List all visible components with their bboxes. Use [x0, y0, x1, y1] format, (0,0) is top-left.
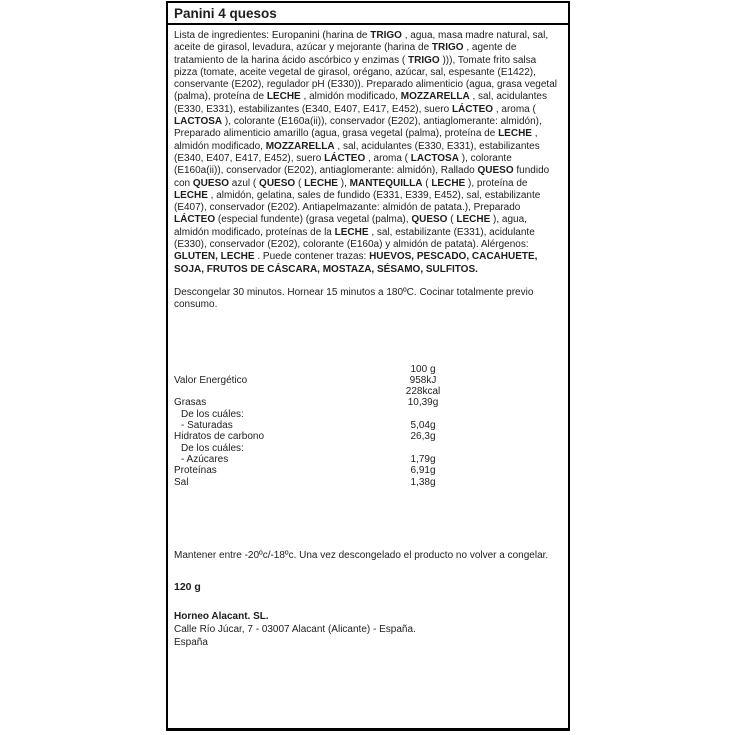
nutrition-row	[174, 431, 559, 442]
manufacturer-country: España	[174, 637, 208, 649]
nutrient-value: 1,38g	[410, 476, 436, 488]
nutrition-header-row	[174, 364, 559, 375]
nutrition-row	[174, 409, 559, 420]
cooking-instructions: Descongelar 30 minutos. Hornear 15 minutos a 180ºC. Cocinar totalmente previo consumo.	[174, 286, 534, 311]
nutrient-label: - Azúcares	[181, 453, 229, 465]
nutrient-label: Valor Energético	[174, 374, 248, 386]
nutrition-row	[174, 386, 559, 397]
nutrient-label: Grasas	[174, 397, 207, 409]
nutrient-label: Hidratos de carbono	[174, 431, 265, 443]
net-weight: 120 g	[174, 581, 201, 594]
storage-instructions: Mantener entre -20ºc/-18ºc. Una vez descongelado el producto no volver a congelar.	[174, 549, 549, 561]
manufacturer-address: Calle Río Júcar, 7 - 03007 Alacant (Alicante) - España.	[174, 624, 416, 636]
nutrition-row	[174, 443, 559, 454]
label-content	[168, 25, 568, 649]
nutrition-row	[174, 375, 559, 386]
nutrition-row	[174, 477, 559, 488]
nutrient-value: 958kJ	[409, 374, 437, 386]
nutrition-row	[174, 454, 559, 465]
manufacturer-name: Horneo Alacant. SL.	[174, 611, 269, 623]
nutrient-value: 5,04g	[410, 420, 436, 432]
nutrient-label: De los cuáles:	[181, 442, 244, 454]
nutrient-label: Proteínas	[174, 465, 217, 477]
nutrient-label: - Saturadas	[181, 420, 233, 432]
nutrient-value: 6,91g	[410, 465, 436, 477]
nutrition-row	[174, 397, 559, 408]
nutrition-row	[174, 420, 559, 431]
product-title: Panini 4 quesos	[168, 3, 568, 25]
nutrient-value: 228kcal	[405, 386, 441, 398]
manufacturer-block	[174, 610, 559, 649]
nutrient-value: 10,39g	[407, 397, 439, 409]
nutrient-value: 1,79g	[410, 453, 436, 465]
nutrient-label: Sal	[174, 476, 189, 488]
nutrient-value: 26,3g	[410, 431, 436, 443]
nutrition-row	[174, 465, 559, 476]
nutrition-column-header: 100 g	[410, 363, 436, 375]
nutrition-table	[174, 364, 559, 488]
nutrient-label: De los cuáles:	[181, 408, 244, 420]
ingredients-text: Lista de ingredientes: Europanini (harina de TRIGO , agua, masa madre natural, sal, aceite de girasol, levadura, azúcar y mejorante (harina de TRIGO , agente de tratamiento de la harina ácido ascórbico y enzimas ( TRIGO ))), Tomate frito salsa pizza (tomate, aceite vegetal de girasol, orégano, azúcar, sal, espesante (E1422), conservante (E202), regulador pH (E330)). Preparado alimenticio (agua, grasa vegetal (palma), proteína de LECHE , almidón modificado, MOZZARELLA , sal, acidulantes (E330, E331), estabilizantes (E340, E407, E417, E452), suero LÁCTEO , aroma ( LACTOSA ), colorante (E160a(ii)), conservador (E202), antiaglomerante: almidón), Preparado alimenticio amarillo (agua, grasa vegetal (palma), proteína de LECHE , almidón modificado, MOZZARELLA , sal, acidulantes (E330, E331), estabilizantes (E340, E407, E417, E452), suero LÁCTEO , aroma ( LACTOSA ), colorante (E160a(ii)), conservador (E202), antiaglomerante: almidón), Rallado QUESO fundido con QUESO azul ( QUESO ( LECHE ), MANTEQUILLA ( LECHE ), proteína de LECHE , almidón, gelatina, sales de fundido (E331, E339, E452), sal, estabilizante (E407), conservador (E202). Antiapelmazante: almidón de patata.), Preparado LÁCTEO (especial fundente) (grasa vegetal (palma), QUESO ( LECHE ), agua, almidón modificado, proteínas de la LECHE , sal, estabilizante (E331), acidulante (E330), conservador (E202), colorante (E160a) y almidón de patata). Alérgenos: GLUTEN, LECHE . Puede contener trazas: HUEVOS, PESCADO, CACAHUETE, SOJA, FRUTOS DE CÁSCARA, MOSTAZA, SÉSAMO, SULFITOS.	[174, 30, 557, 275]
product-label	[166, 1, 570, 731]
